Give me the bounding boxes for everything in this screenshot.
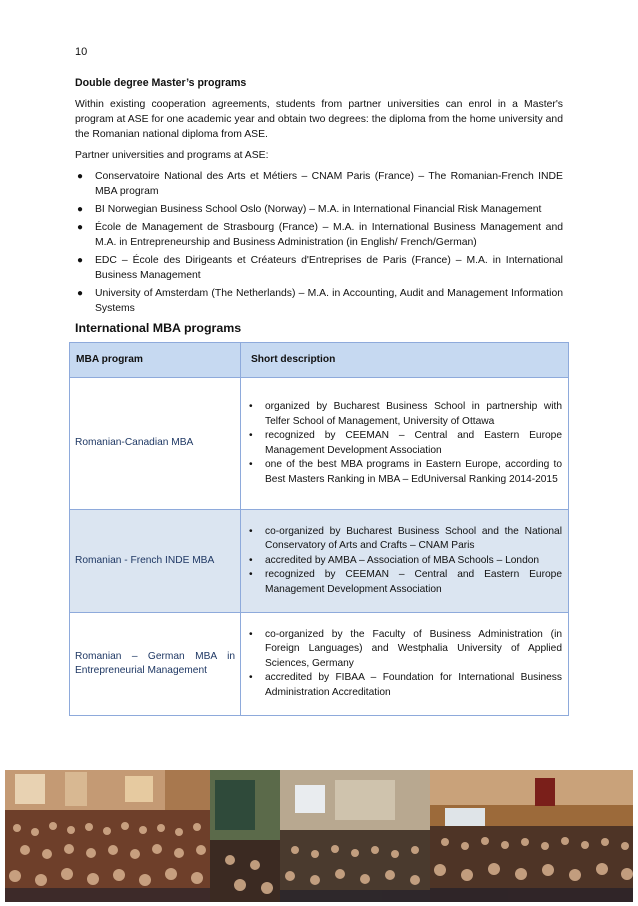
bullet-icon: ● [77,255,84,266]
list-item-text: co-organized by Bucharest Business School and the National Conservatory of Arts and Crafts – CNAM Paris [265,525,562,552]
column-header-program: MBA program [70,343,241,378]
list-item-text: Conservatoire National des Arts et Métiers – CNAM Paris (France) – The Romanian-French INDE MBA program [95,171,563,197]
list-item-text: organized by Bucharest Business School in partnership with Telfer School of Management, University of Ottawa [265,401,562,427]
list-item [249,400,562,429]
bullet-icon: • [249,401,253,412]
list-item [75,220,563,250]
bullet-icon: • [249,569,253,581]
list-item-text: recognized by CEEMAN – Central and Eastern Europe Management Development Association [265,569,562,595]
program-description [241,613,569,716]
list-item [249,671,562,700]
international-mba-heading: International MBA programs [75,321,242,335]
list-item [249,554,562,569]
double-degree-section [75,76,563,319]
list-item [75,253,563,283]
table-row [70,613,569,716]
list-item [249,429,562,458]
list-item-text: University of Amsterdam (The Netherlands) – M.A. in Accounting, Audit and Management Information Systems [95,288,563,314]
lecture-hall-photo [5,770,633,902]
program-description [241,378,569,510]
bullet-icon: ● [77,204,84,215]
bullet-icon: • [249,525,253,537]
list-item [249,525,562,554]
table-row [70,510,569,613]
double-degree-intro: Within existing cooperation agreements, students from partner universities can enrol in a Master's program at ASE for one academic year and obtain two degrees: the diploma from the home university and the Romanian national diploma from ASE. [75,99,563,140]
page-number: 10 [75,46,88,58]
bullet-icon: • [249,554,253,566]
photo-strip-icon [5,770,633,902]
bullet-icon: • [249,430,253,441]
list-item-text: one of the best MBA programs in Eastern Europe, according to Best Masters Ranking in MBA – EdUniversal Ranking 2014-2015 [265,459,562,485]
program-name: Romanian-Canadian MBA [70,378,241,510]
table-row [70,378,569,510]
list-item [249,568,562,597]
bullet-icon: ● [77,222,84,233]
double-degree-heading: Double degree Master’s programs [75,77,247,89]
list-item-text: accredited by FIBAA – Foundation for International Business Administration Accreditation [265,672,562,698]
column-header-description: Short description [241,343,569,378]
bullet-icon: • [249,628,253,640]
list-item-text: recognized by CEEMAN – Central and Eastern Europe Management Development Association [265,430,562,456]
mba-table [69,342,569,716]
list-item [249,628,562,672]
list-item-text: co-organized by the Faculty of Business Administration (in Foreign Languages) and Westphalia University of Applied Sciences, Germany [265,628,562,669]
list-item [75,169,563,199]
partner-list [75,169,563,316]
bullet-icon: ● [77,171,84,182]
list-item [75,202,563,217]
list-item-text: EDC – École des Dirigeants et Créateurs d'Entreprises de Paris (France) – M.A. in International Business Management [95,255,563,281]
table-header-row [70,343,569,378]
bullet-icon: ● [77,288,84,299]
bullet-icon: • [249,672,253,684]
bullet-icon: • [249,459,253,470]
program-name: Romanian – German MBA in Entrepreneurial Management [70,613,241,716]
partner-intro: Partner universities and programs at ASE: [75,150,269,161]
program-description [241,510,569,613]
list-item [249,458,562,487]
list-item-text: École de Management de Strasbourg (France) – M.A. in International Business Management and M.A. in Entrepreneurship and Business Administration (in English/ French/German) [95,222,563,248]
list-item [75,286,563,316]
program-name: Romanian - French INDE MBA [70,510,241,613]
list-item-text: BI Norwegian Business School Oslo (Norway) – M.A. in International Financial Risk Management [95,204,542,215]
list-item-text: accredited by AMBA – Association of MBA Schools – London [265,554,540,566]
